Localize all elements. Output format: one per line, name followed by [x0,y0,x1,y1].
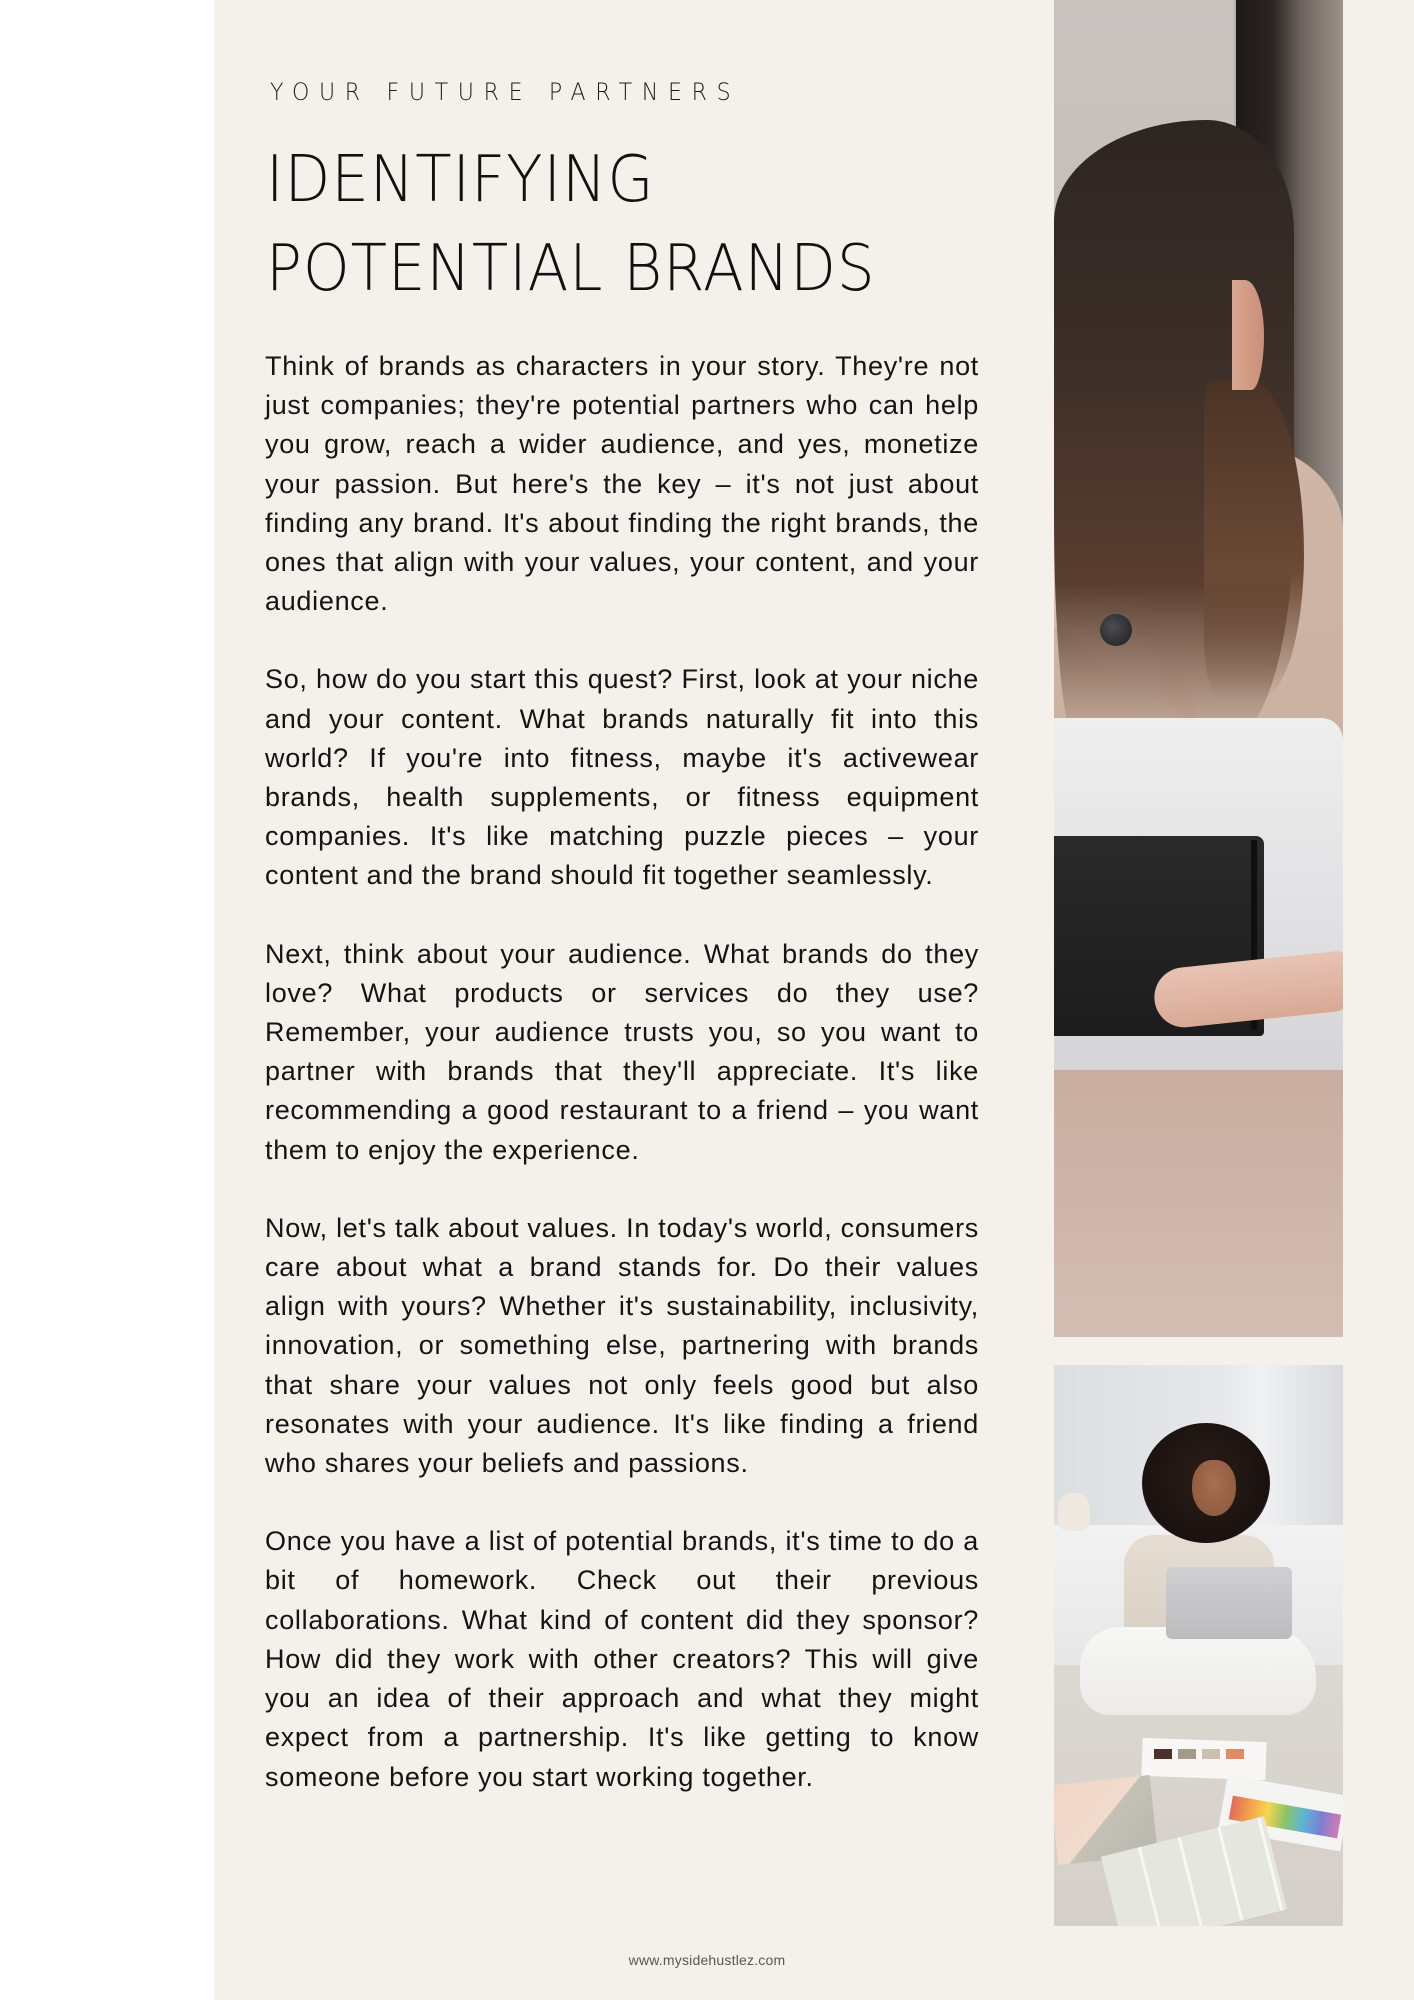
photo-swatch-shape [1202,1749,1220,1759]
photo-coat-button-shape [1100,614,1132,646]
photo-woman-with-laptop [1054,1365,1343,1926]
body-text [265,347,979,1836]
footer-website-url: www.mysidehustlez.com [628,1952,786,1968]
photo-swatch-shape [1154,1749,1172,1759]
paragraph-niche-and-content: So, how do you start this quest? First, look at your niche and your content. What brands naturally fit into this world? If you're into fitness, maybe it's activewear brands, health supplements, or fitness equipment companies. It's like matching puzzle pieces – your content and the brand should fit together seamlessly. [265,664,979,891]
photo-woman-beige-coat [1054,0,1343,1337]
paragraph-audience: Next, think about your audience. What brands do they love? What products or services do they use? Remember, your audience trusts you, so you want to partner with brands that they'll appreciate. It's like recommending a good restaurant to a friend – you want them to enjoy the experience. [265,938,979,1165]
photo-swatch-shape [1226,1749,1244,1759]
photo-legs-shape [1080,1627,1316,1715]
section-eyebrow: YOUR FUTURE PARTNERS [270,78,741,106]
page-title-line-2: POTENTIAL BRANDS [266,232,876,306]
photo-palette-card-shape [1141,1738,1266,1780]
photo-swatch-shape [1178,1749,1196,1759]
paragraph-values: Now, let's talk about values. In today's world, consumers care about what a brand stands for. Do their values align with yours? Whether it's sustainability, inclusivity, innovation, or something else, partnering with brands that share your values not only feels good but also resonates with your audience. It's like finding a friend who shares your beliefs and passions. [265,1212,979,1479]
photo-vase-shape [1058,1493,1090,1531]
paragraph-brands-as-characters: Think of brands as characters in your story. They're not just companies; they're potential partners who can help you grow, reach a wider audience, and yes, monetize your passion. But here's the key – it's not just about finding any brand. It's about finding the right brands, the ones that align with your values, your content, and your audience. [265,351,979,617]
paragraph-homework: Once you have a list of potential brands, it's time to do a bit of homework. Check out their previous collaborations. What kind of content did they sponsor? How did they work with other creators? This will give you an idea of their approach and what they might expect from a partnership. It's like getting to know someone before you start working together. [265,1526,979,1792]
page-title [266,136,876,314]
photo-face-shape [1192,1460,1236,1516]
page-title-line-1: IDENTIFYING [266,143,655,217]
photo-laptop-shape [1166,1567,1292,1639]
